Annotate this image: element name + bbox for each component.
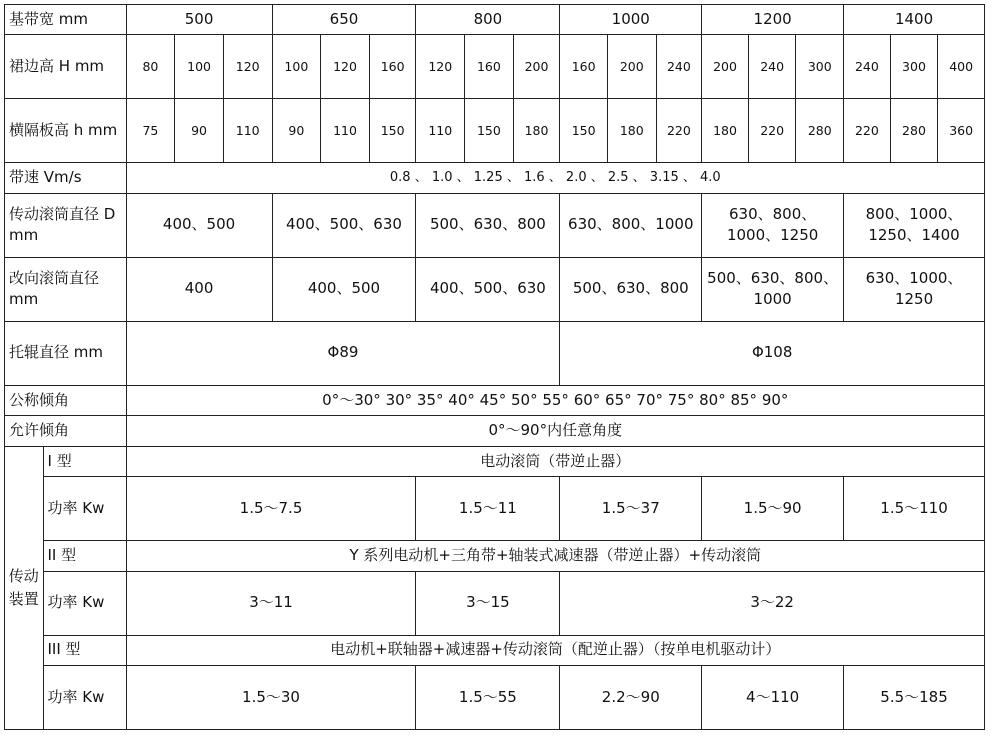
drive-pulley-cell: 630、800、1000: [560, 193, 702, 257]
skirt-height-cell: 240: [656, 35, 702, 99]
bend-pulley-cell: 400、500、630: [416, 257, 560, 321]
type1-power-row: [5, 477, 985, 541]
type2-power-cell: 3～11: [126, 571, 416, 635]
nominal-angle-value: 0°～30° 30° 35° 40° 45° 50° 55° 60° 65° 70° 75° 80° 85° 90°: [126, 385, 984, 415]
skirt-height-cell: 120: [416, 35, 465, 99]
bend-pulley-cell: 400、500: [272, 257, 416, 321]
belt-width-cell: 800: [416, 5, 560, 35]
type1-desc: 电动滚筒（带逆止器）: [126, 446, 984, 476]
partition-height-cell: 150: [465, 99, 514, 163]
drive-pulley-cell: 400、500、630: [272, 193, 416, 257]
skirt-height-cell: 160: [369, 35, 416, 99]
power-label: 功率 Kw: [43, 477, 126, 541]
partition-height-cell: 360: [938, 99, 985, 163]
belt-speed-label: 带速 Vm/s: [5, 163, 127, 193]
type3-power-cell: 1.5～30: [126, 665, 416, 729]
type1-power-cell: 1.5～90: [702, 477, 844, 541]
type2-desc: Y 系列电动机+三角带+轴装式减速器（带逆止器）+传动滚筒: [126, 541, 984, 571]
allowed-angle-value: 0°～90°内任意角度: [126, 416, 984, 446]
belt-width-cell: 1200: [702, 5, 844, 35]
type3-row: [5, 635, 985, 665]
type3-power-cell: 4～110: [702, 665, 844, 729]
bend-pulley-row: [5, 257, 985, 321]
drive-pulley-label: 传动滚筒直径 D mm: [5, 193, 127, 257]
partition-height-cell: 110: [416, 99, 465, 163]
type2-row: [5, 541, 985, 571]
skirt-height-cell: 200: [702, 35, 749, 99]
belt-speed-row: [5, 163, 985, 193]
partition-height-cell: 90: [272, 99, 321, 163]
partition-height-cell: 150: [369, 99, 416, 163]
type3-power-row: [5, 665, 985, 729]
idler-cell: Φ108: [560, 321, 985, 385]
drive-pulley-row: [5, 193, 985, 257]
partition-height-row: [5, 99, 985, 163]
skirt-height-cell: 160: [465, 35, 514, 99]
skirt-height-cell: 240: [844, 35, 891, 99]
belt-speed-value: 0.8 、 1.0 、 1.25 、 1.6 、 2.0 、 2.5 、 3.15 、 4.0: [126, 163, 984, 193]
idler-label: 托辊直径 mm: [5, 321, 127, 385]
conveyor-spec-table: [4, 4, 985, 730]
allowed-angle-row: [5, 416, 985, 446]
type2-power-row: [5, 571, 985, 635]
type1-power-cell: 1.5～110: [844, 477, 985, 541]
belt-width-cell: 650: [272, 5, 416, 35]
skirt-height-cell: 240: [748, 35, 796, 99]
drive-group-label: 传动装置: [5, 446, 44, 729]
type2-power-cell: 3～15: [416, 571, 560, 635]
partition-height-cell: 220: [656, 99, 702, 163]
power-label: 功率 Kw: [43, 665, 126, 729]
nominal-angle-label: 公称倾角: [5, 385, 127, 415]
partition-height-cell: 150: [560, 99, 608, 163]
skirt-height-cell: 300: [890, 35, 938, 99]
belt-width-row: [5, 5, 985, 35]
partition-height-cell: 220: [844, 99, 891, 163]
skirt-height-cell: 300: [796, 35, 844, 99]
type1-power-cell: 1.5～11: [416, 477, 560, 541]
belt-width-label: 基带宽 mm: [5, 5, 127, 35]
type2-label: II 型: [43, 541, 126, 571]
bend-pulley-cell: 630、1000、1250: [844, 257, 985, 321]
power-label: 功率 Kw: [43, 571, 126, 635]
drive-pulley-cell: 400、500: [126, 193, 272, 257]
partition-height-cell: 180: [513, 99, 560, 163]
partition-height-cell: 110: [321, 99, 370, 163]
partition-height-cell: 280: [796, 99, 844, 163]
belt-width-cell: 1400: [844, 5, 985, 35]
partition-height-label: 横隔板高 h mm: [5, 99, 127, 163]
drive-pulley-cell: 630、800、1000、1250: [702, 193, 844, 257]
belt-width-cell: 500: [126, 5, 272, 35]
type3-power-cell: 2.2～90: [560, 665, 702, 729]
skirt-height-label: 裙边高 H mm: [5, 35, 127, 99]
partition-height-cell: 90: [175, 99, 224, 163]
partition-height-cell: 180: [702, 99, 749, 163]
type1-power-cell: 1.5～7.5: [126, 477, 416, 541]
skirt-height-cell: 200: [513, 35, 560, 99]
skirt-height-cell: 100: [175, 35, 224, 99]
type3-label: III 型: [43, 635, 126, 665]
partition-height-cell: 75: [126, 99, 175, 163]
bend-pulley-cell: 500、630、800、1000: [702, 257, 844, 321]
type3-power-cell: 1.5～55: [416, 665, 560, 729]
type1-row: [5, 446, 985, 476]
type3-desc: 电动机+联轴器+减速器+传动滚筒（配逆止器）（按单电机驱动计）: [126, 635, 984, 665]
belt-width-cell: 1000: [560, 5, 702, 35]
partition-height-cell: 280: [890, 99, 938, 163]
skirt-height-cell: 120: [223, 35, 272, 99]
partition-height-cell: 110: [223, 99, 272, 163]
bend-pulley-label: 改向滚筒直径 mm: [5, 257, 127, 321]
allowed-angle-label: 允许倾角: [5, 416, 127, 446]
skirt-height-cell: 400: [938, 35, 985, 99]
type1-power-cell: 1.5～37: [560, 477, 702, 541]
type3-power-cell: 5.5～185: [844, 665, 985, 729]
skirt-height-row: [5, 35, 985, 99]
type2-power-cell: 3～22: [560, 571, 985, 635]
skirt-height-cell: 160: [560, 35, 608, 99]
skirt-height-cell: 100: [272, 35, 321, 99]
partition-height-cell: 220: [748, 99, 796, 163]
type1-label: I 型: [43, 446, 126, 476]
idler-cell: Φ89: [126, 321, 560, 385]
nominal-angle-row: [5, 385, 985, 415]
drive-pulley-cell: 800、1000、1250、1400: [844, 193, 985, 257]
bend-pulley-cell: 500、630、800: [560, 257, 702, 321]
idler-row: [5, 321, 985, 385]
bend-pulley-cell: 400: [126, 257, 272, 321]
drive-pulley-cell: 500、630、800: [416, 193, 560, 257]
partition-height-cell: 180: [607, 99, 656, 163]
skirt-height-cell: 200: [607, 35, 656, 99]
skirt-height-cell: 120: [321, 35, 370, 99]
skirt-height-cell: 80: [126, 35, 175, 99]
